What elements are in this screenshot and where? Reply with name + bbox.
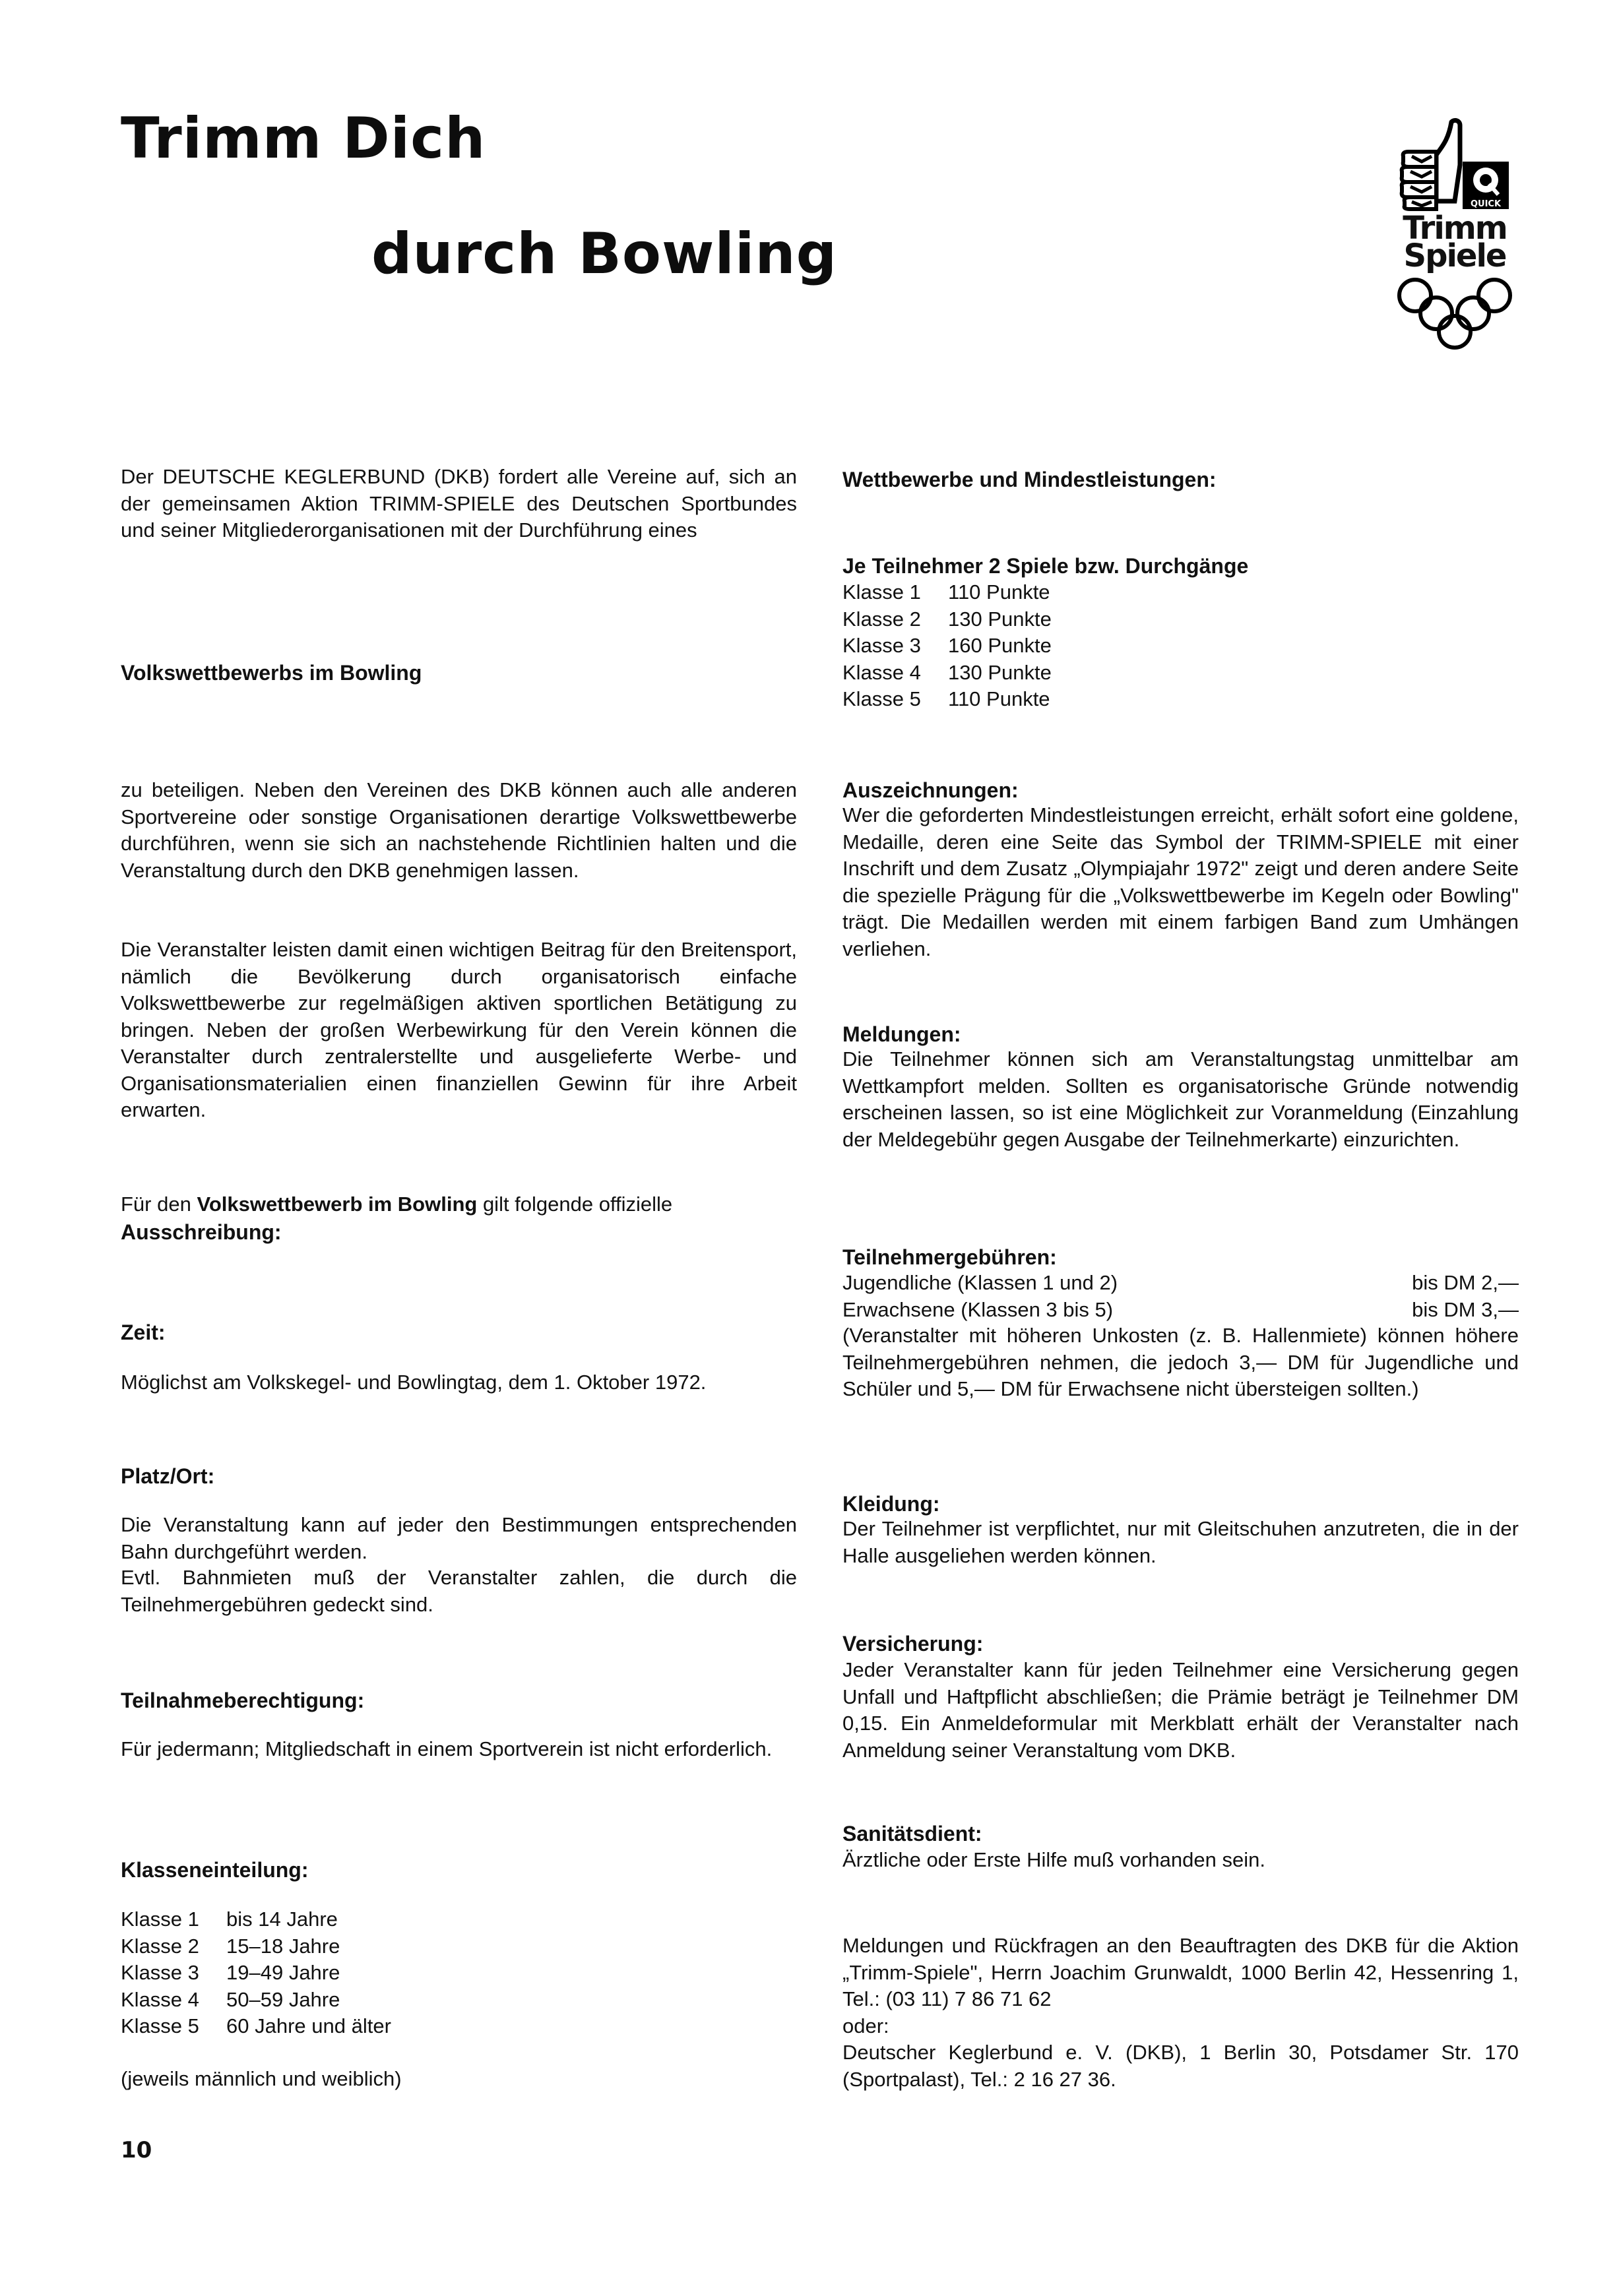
paragraph-veranstalter: Die Veranstalter leisten damit einen wichtigen Beitrag für den Breitensport, nämlich die Bevölkerung durch organisatorisch einfache Volkswettbewerbe zur regelmäßigen aktiven sportlichen Betätigung zu bringen. Neben der großen Werbewirkung für den Verein können die Veranstalter durch zentralerstellte und ausgelieferte Werbe- und Organisationsmaterialien einen finanziellen Gewinn für ihre Arbeit erwarten. [121,938,797,1121]
punkte-row: Klasse 1 110 Punkte [842,580,1050,604]
ausschreibung-heading: Ausschreibung: [121,1220,282,1244]
zeit-heading: Zeit: [121,1320,166,1344]
olympic-rings-icon [1389,272,1521,352]
ausschreibung-intro [121,1191,797,1218]
kontakt-text-2: Deutscher Keglerbund e. V. (DKB), 1 Berlin 30, Potsdamer Str. 170 (Sportpalast), Tel.: 2 16 27 36. [842,2041,1519,2091]
klassen-row: Klasse 3 19–49 Jahre [121,1961,340,1984]
zeit-text: Möglichst am Volkskegel- und Bowlingtag, dem 1. Oktober 1972. [121,1371,707,1394]
versicherung-heading: Versicherung: [842,1632,984,1656]
wettbewerbe-heading: Wettbewerbe und Mindestleistungen: [842,468,1217,491]
punkte-table [842,579,1519,713]
intro-heading: Volkswettbewerbs im Bowling [121,661,422,685]
klassen-note: (jeweils männlich und weiblich) [121,2067,402,2090]
klassen-row: Klasse 4 50–59 Jahre [121,1987,340,2011]
gebuehren-heading: Teilnehmergebühren: [842,1245,1057,1269]
paragraph-beteiligen: zu beteiligen. Neben den Vereinen des DKB können auch alle anderen Sportvereine oder sonstige Organisationen derartige Volkswettbewerbe durchführen, wenn sie sich an nachstehende Richtlinien halten und die Veranstaltung durch den DKB genehmigen lassen. [121,778,797,882]
logo-line-2: Spiele [1403,237,1506,274]
logo-line-1: Trimm [1403,210,1507,247]
title-line-2: durch Bowling [371,221,838,287]
platz-heading: Platz/Ort: [121,1464,215,1488]
quick-badge-text: QUICK [1470,199,1502,209]
klassen-table [121,1906,797,2040]
ausschreibung-pre: Für den [121,1193,197,1216]
meldungen-text: Die Teilnehmer können sich am Veranstaltungstag unmittelbar am Wettkampfort melden. Sollten es organisatorische Gründe notwendig erscheinen lassen, so ist eine Möglichkeit zur Voranmeldung (Einzahlung der Meldegebühr gegen Ausgabe der Teilnehmerkarte) einzurichten. [842,1047,1519,1151]
berechtigung-text: Für jedermann; Mitgliedschaft in einem Sportverein ist nicht erforderlich. [121,1737,773,1760]
gebuehren-row: Erwachsene (Klassen 3 bis 5) bis DM 3,— [842,1297,1519,1321]
wettbewerbe-subheading: Je Teilnehmer 2 Spiele bzw. Durchgänge [842,554,1249,578]
platz-text-2: Evtl. Bahnmieten muß der Veranstalter zahlen, die durch die Teilnehmergebühren gedeckt sind. [121,1566,797,1616]
auszeichnungen-text: Wer die geforderten Mindestleistungen erreicht, erhält sofort eine goldene, Medaille, deren eine Seite das Symbol der TRIMM-SPIELE mit einer Inschrift und dem Zusatz „Olympiajahr 1972" zeigt und deren andere Seite die spezielle Prägung für die „Volkswettbewerbe im Kegeln oder Bowling" trägt. Die Medaillen werden mit einem farbigen Band zum Umhängen verliehen. [842,803,1519,960]
gebuehren-table [842,1270,1519,1323]
thumbs-up-icon [1389,115,1521,214]
klassen-row: Klasse 5 60 Jahre und älter [121,2014,391,2037]
kleidung-text: Der Teilnehmer ist verpflichtet, nur mit Gleitschuhen anzutreten, die in der Halle ausgeliehen werden können. [842,1517,1519,1567]
intro-paragraph: Der DEUTSCHE KEGLERBUND (DKB) fordert alle Vereine auf, sich an der gemeinsamen Aktion TRIMM-SPIELE des Deutschen Sportbundes und seiner Mitgliederorganisationen mit der Durchführung eines [121,465,797,542]
title-line-1: Trimm Dich [121,106,486,171]
page-number: 10 [121,2137,152,2163]
punkte-row: Klasse 4 130 Punkte [842,660,1052,684]
gebuehren-row: Jugendliche (Klassen 1 und 2) bis DM 2,— [842,1271,1519,1294]
klassen-row: Klasse 1 bis 14 Jahre [121,1908,338,1931]
kontakt-text-1: Meldungen und Rückfragen an den Beauftragten des DKB für die Aktion „Trimm-Spiele", Herrn Joachim Grunwaldt, 1000 Berlin 42, Hessenring 1, Tel.: (03 11) 7 86 71 62 [842,1934,1519,2010]
auszeichnungen-heading: Auszeichnungen: [842,778,1019,802]
punkte-row: Klasse 5 110 Punkte [842,687,1050,710]
ausschreibung-post: gilt folgende offizielle [477,1193,673,1216]
klassen-heading: Klasseneinteilung: [121,1858,309,1882]
kleidung-heading: Kleidung: [842,1492,940,1516]
platz-text-1: Die Veranstaltung kann auf jeder den Bestimmungen entsprechenden Bahn durchgeführt werden. [121,1513,797,1563]
sanitaet-text: Ärztliche oder Erste Hilfe muß vorhanden sein. [842,1848,1265,1871]
ausschreibung-bold: Volkswettbewerb im Bowling [197,1193,478,1216]
punkte-row: Klasse 3 160 Punkte [842,634,1052,657]
punkte-row: Klasse 2 130 Punkte [842,607,1052,631]
trimm-spiele-logo [1389,115,1521,352]
gebuehren-note: (Veranstalter mit höheren Unkosten (z. B. Hallenmiete) können höhere Teilnehmergebühren nehmen, die jedoch 3,— DM für Jugendliche und Schüler und 5,— DM für Erwachsene nicht übersteigen sollten.) [842,1324,1519,1400]
sanitaet-heading: Sanitätsdient: [842,1822,982,1846]
meldungen-heading: Meldungen: [842,1022,961,1046]
kontakt-oder: oder: [842,2014,889,2037]
berechtigung-heading: Teilnahmeberechtigung: [121,1689,365,1712]
klassen-row: Klasse 2 15–18 Jahre [121,1934,340,1958]
versicherung-text: Jeder Veranstalter kann für jeden Teilnehmer eine Versicherung gegen Unfall und Haftpflicht abschließen; die Prämie beträgt je Teilnehmer DM 0,15. Ein Anmeldeformular mit Merkblatt erhält der Veranstalter nach Anmeldung seiner Veranstaltung vom DKB. [842,1658,1519,1762]
